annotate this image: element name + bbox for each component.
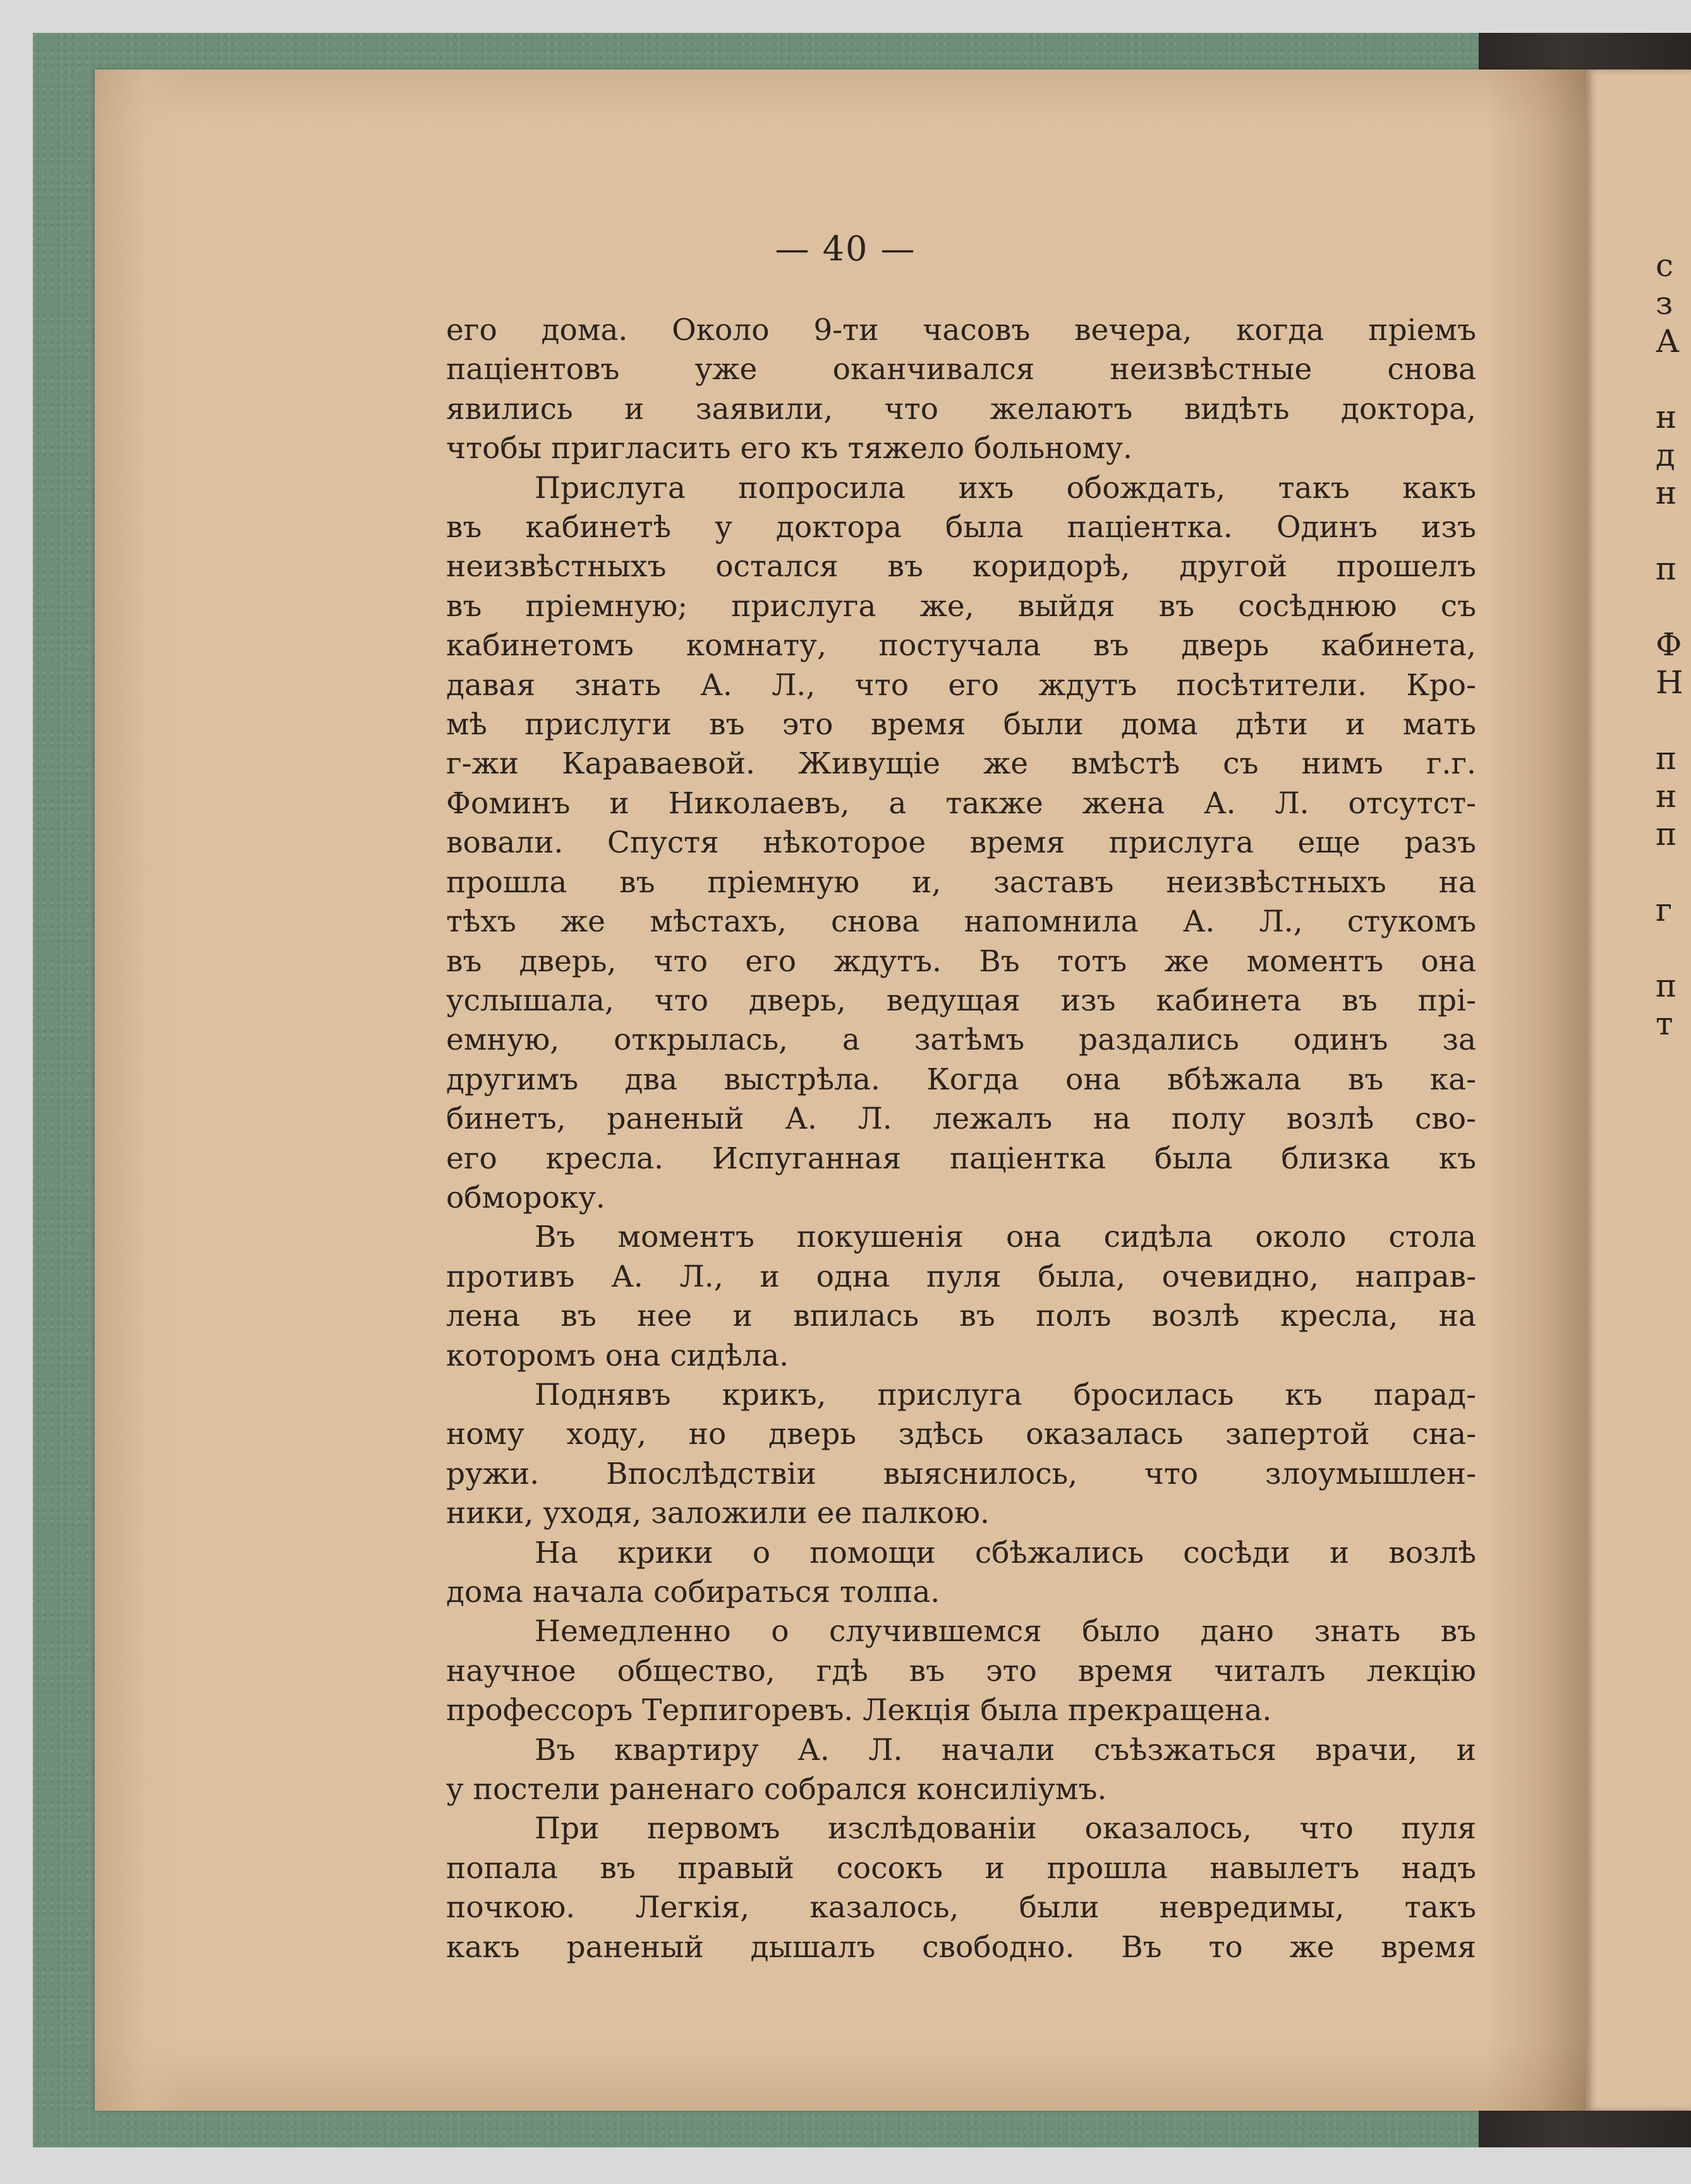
text-line: другимъ два выстрѣла. Когда она вбѣжала въ ка-: [446, 1062, 1476, 1097]
facing-page-letter: п: [1656, 816, 1677, 852]
facing-page-letter: г: [1656, 892, 1673, 928]
text-line: кабинетомъ комнату, постучала въ дверь кабинета,: [446, 628, 1476, 664]
facing-page-letter: т: [1656, 1005, 1673, 1042]
text-line: въ дверь, что его ждутъ. Въ тотъ же моментъ она: [446, 943, 1476, 979]
text-line: ружи. Впослѣдствіи выяснилось, что злоумышлен-: [446, 1456, 1476, 1491]
text-line: При первомъ изслѣдованіи оказалось, что пуля: [535, 1811, 1476, 1847]
text-line: Прислуга попросила ихъ обождать, такъ какъ: [535, 470, 1476, 506]
text-line: его кресла. Испуганная паціентка была близка къ: [446, 1141, 1476, 1176]
text-line: Фоминъ и Николаевъ, а также жена А. Л. отсутст-: [446, 786, 1476, 821]
facing-page-letter: н: [1656, 399, 1677, 435]
facing-page-letter: с: [1656, 247, 1674, 284]
text-line: явились и заявили, что желаютъ видѣть доктора,: [446, 391, 1476, 427]
text-line: противъ А. Л., и одна пуля была, очевидно, направ-: [446, 1259, 1476, 1294]
text-line: неизвѣстныхъ остался въ коридорѣ, другой прошелъ: [446, 549, 1476, 585]
text-line: г-жи Караваевой. Живущіе же вмѣстѣ съ нимъ г.г.: [446, 746, 1476, 782]
text-line: ники, уходя, заложили ее палкою.: [446, 1496, 990, 1531]
text-line: давая знать А. Л., что его ждутъ посѣтители. Кро-: [446, 667, 1476, 703]
text-line: услышала, что дверь, ведущая изъ кабинета въ прі-: [446, 983, 1476, 1018]
text-line: обмороку.: [446, 1180, 605, 1215]
text-line: Немедленно о случившемся было дано знать въ: [535, 1614, 1476, 1649]
facing-page-edge: [1586, 70, 1691, 2111]
text-line: На крики о помощи сбѣжались сосѣди и возлѣ: [535, 1535, 1476, 1570]
page-number: — 40 —: [775, 229, 916, 269]
text-line: въ пріемную; прислуга же, выйдя въ сосѣднюю съ: [446, 588, 1476, 624]
text-line: лена въ нее и впилась въ полъ возлѣ кресла, на: [446, 1299, 1476, 1334]
text-line: чтобы пригласить его къ тяжело больному.: [446, 431, 1132, 466]
page-text: [446, 311, 1476, 1967]
text-line: паціентовъ уже оканчивался неизвѣстные снова: [446, 352, 1476, 387]
text-line: профессоръ Терпигоревъ. Лекція была прекращена.: [446, 1693, 1272, 1728]
text-line: Въ моментъ покушенія она сидѣла около стола: [535, 1220, 1476, 1255]
text-line: мѣ прислуги въ это время были дома дѣти и мать: [446, 707, 1476, 743]
text-line: попала въ правый сосокъ и прошла навылетъ надъ: [446, 1850, 1476, 1886]
facing-page-letter: д: [1656, 437, 1675, 473]
facing-page-letter: н: [1656, 778, 1677, 815]
text-line: какъ раненый дышалъ свободно. Въ то же время: [446, 1929, 1476, 1965]
text-line: почкою. Легкія, казалось, были невредимы, такъ: [446, 1890, 1476, 1926]
text-line: научное общество, гдѣ въ это время читалъ лекцію: [446, 1653, 1476, 1689]
facing-page-letter: А: [1656, 323, 1680, 360]
text-line: тѣхъ же мѣстахъ, снова напомнила А. Л., стукомъ: [446, 904, 1476, 940]
facing-page-letter: Н: [1656, 664, 1683, 701]
text-line: Въ квартиру А. Л. начали съѣзжаться врачи, и: [535, 1732, 1476, 1768]
text-line: въ кабинетѣ у доктора была паціентка. Одинъ изъ: [446, 510, 1476, 545]
facing-page-letter: п: [1656, 550, 1677, 587]
text-line: у постели раненаго собрался консиліумъ.: [446, 1772, 1107, 1807]
text-line: емную, открылась, а затѣмъ раздались одинъ за: [446, 1022, 1476, 1058]
text-line: дома начала собираться толпа.: [446, 1575, 940, 1610]
text-line: его дома. Около 9-ти часовъ вечера, когда пріемъ: [446, 313, 1476, 348]
facing-page-letter: н: [1656, 475, 1677, 511]
facing-page-letter: п: [1656, 740, 1677, 777]
text-line: Поднявъ крикъ, прислуга бросилась къ парад-: [535, 1377, 1476, 1412]
text-line: вовали. Спустя нѣкоторое время прислуга еще разъ: [446, 825, 1476, 861]
text-line: которомъ она сидѣла.: [446, 1338, 789, 1373]
text-line: бинетъ, раненый А. Л. лежалъ на полу возлѣ сво-: [446, 1101, 1476, 1137]
facing-page-letter: з: [1656, 285, 1673, 322]
facing-page-letter: п: [1656, 968, 1677, 1004]
facing-page-letter: Ф: [1656, 626, 1682, 663]
page-edge-shadow: [95, 70, 183, 2111]
text-line: ному ходу, но дверь здѣсь оказалась запертой сна-: [446, 1417, 1476, 1452]
text-line: прошла въ пріемную и, заставъ неизвѣстныхъ на: [446, 864, 1476, 900]
